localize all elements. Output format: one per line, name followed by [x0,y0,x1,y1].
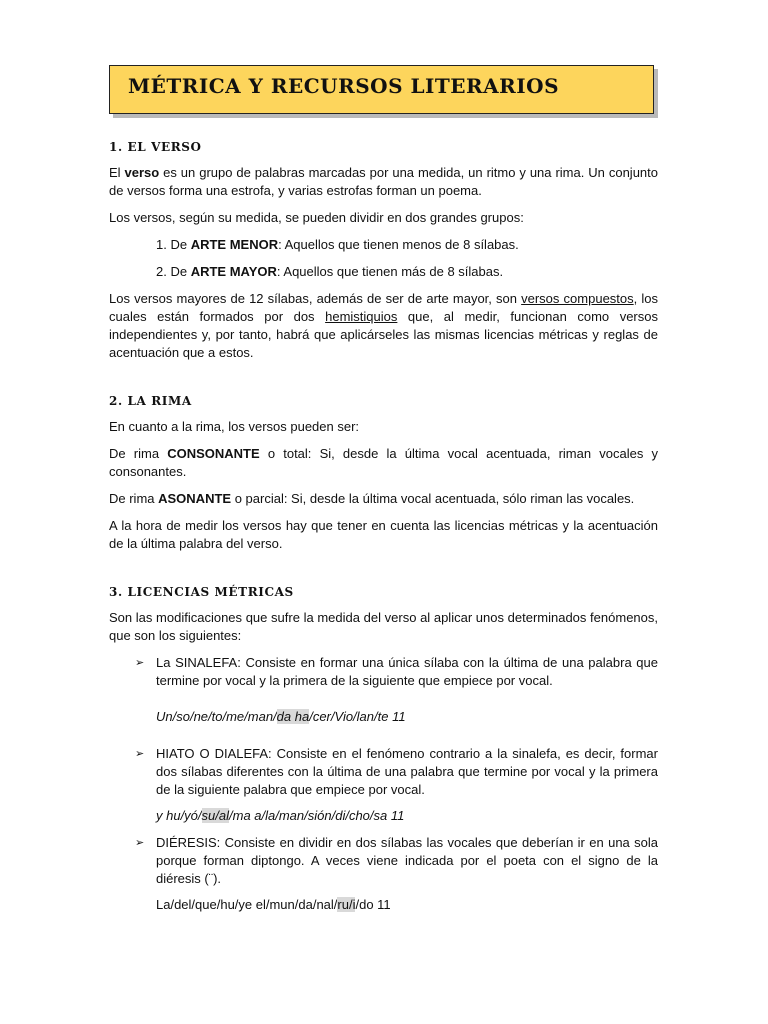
paragraph: A la hora de medir los versos hay que tener en cuenta las licencias métricas y la acentuación de la última palabra del verso. [109,518,658,551]
text: DIÉRESIS: Consiste en dividir en dos sílabas las vocales que deberían ir en una sola porque forman diptongo. A veces viene indicada por el poeta con el signo de la diéresis (¨). [156,835,658,886]
bullet-item-hiato [109,745,658,799]
list-item [156,263,658,281]
bold-term: ARTE MAYOR [190,264,277,279]
text: es un grupo de palabras marcadas por una medida, un ritmo y una rima. Un conjunto de versos forma una estrofa, y varias estrofas forman un poema. [109,165,658,198]
text: : Aquellos que tienen más de 8 sílabas. [276,264,504,279]
section-heading-verso: 1. EL VERSO [109,140,202,154]
text: La SINALEFA: Consiste en formar una única sílaba con la última de una palabra que termine por vocal y la primera de la siguiente que empiece por vocal. [156,655,658,688]
bold-term: ASONANTE [158,491,232,506]
document-title: MÉTRICA Y RECURSOS LITERARIOS [128,74,560,98]
arrow-bullet-icon: ➢ [135,657,145,669]
highlighted-syllable: da ha [276,709,310,724]
paragraph [109,445,658,481]
text: 2. De [156,264,191,279]
text: Un/so/ne/to/me/man/ [156,709,277,724]
text: La/del/que/hu/ye el/mun/da/nal/ [156,897,338,912]
arrow-bullet-icon: ➢ [135,837,145,849]
paragraph: Los versos, según su medida, se pueden dividir en dos grandes grupos: [109,210,524,225]
paragraph: En cuanto a la rima, los versos pueden ser: [109,419,360,434]
text: /do 11 [355,897,391,912]
example-verse [156,896,658,914]
paragraph [109,490,658,508]
highlighted-syllable: su/al [201,808,229,823]
text: : Aquellos que tienen menos de 8 sílabas. [278,237,519,252]
text: /ma a/la/man/sión/di/cho/sa 11 [229,808,405,823]
document-body [109,138,658,914]
text: HIATO O DIALEFA: Consiste en el fenómeno contrario a la sinalefa, es decir, formar dos sílabas diferentes con la última de una palabra que termine por vocal y la primera de la siguiente palabra que empiece por vocal. [156,746,658,797]
text: o total: Si, desde la última vocal acentuada, riman vocales y consonantes. [109,446,658,479]
bold-term: verso [124,165,160,180]
text: , los cuales están formados por dos [109,291,659,324]
section-heading-licencias: 3. LICENCIAS MÉTRICAS [109,585,294,599]
text: que, al medir, funcionan como versos independientes y, por tanto, habrá que aplicárseles las mismas licencias métricas y reglas de acentuación que a estos. [109,309,658,360]
paragraph [109,164,658,200]
text: Los versos mayores de 12 sílabas, además de ser de arte mayor, son [109,291,522,306]
underlined-term: hemistiquios [325,309,398,324]
text: /cer/Vio/lan/te 11 [309,709,406,724]
bullet-item-dieresis [109,834,658,888]
paragraph: Son las modificaciones que sufre la medida del verso al aplicar unos determinados fenómenos, que son los siguientes: [109,610,658,643]
text: o parcial: Si, desde la última vocal acentuada, sólo riman las vocales. [231,491,635,506]
text: y hu/yó/ [156,808,202,823]
bullet-item-sinalefa [109,654,658,690]
text: De rima [109,491,159,506]
title-banner [109,65,654,114]
bold-term: ARTE MENOR [190,237,279,252]
section-heading-rima: 2. LA RIMA [109,394,192,408]
example-verse [156,708,658,726]
text: 1. De [156,237,191,252]
underlined-term: versos compuestos [521,291,634,306]
highlighted-syllable: ru/i [337,897,356,912]
paragraph [109,290,658,362]
example-verse [156,807,658,825]
bold-term: CONSONANTE [167,446,260,461]
text: De rima [109,446,168,461]
list-item [156,236,658,254]
text: El [109,165,125,180]
arrow-bullet-icon: ➢ [135,748,145,760]
